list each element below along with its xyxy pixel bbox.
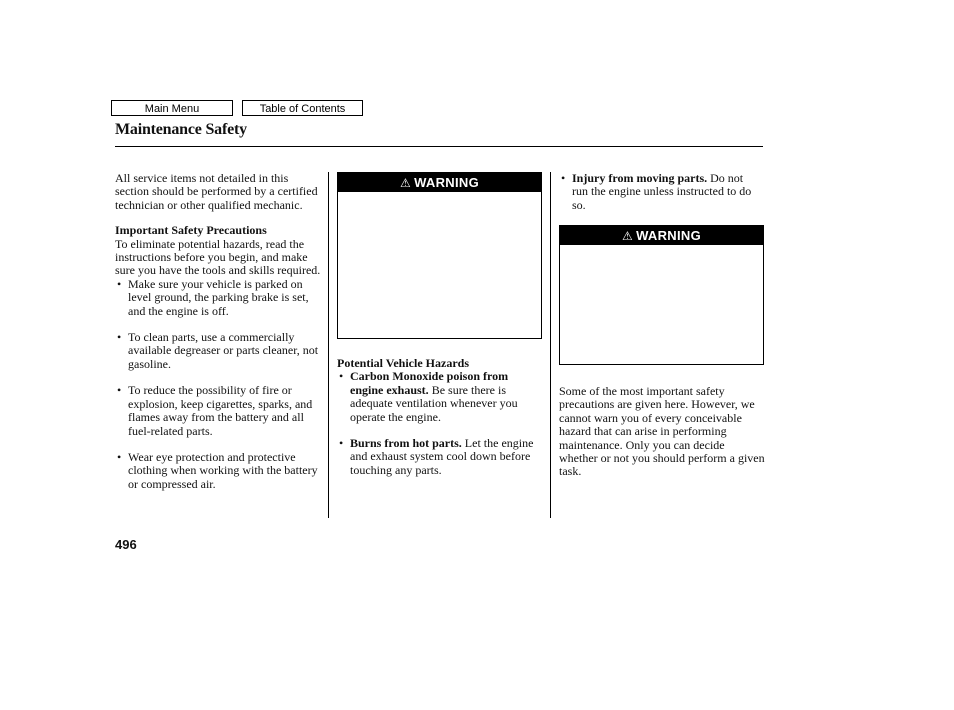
warning-triangle-icon: ⚠ — [622, 229, 634, 243]
bullet-dot: • — [117, 449, 122, 464]
bullet-dot: • — [117, 330, 122, 345]
page-title: Maintenance Safety — [115, 121, 247, 138]
safety-precautions-paragraph: To eliminate potential hazards, read the instructions before you begin, and make sure you have the tools and skills required. — [115, 236, 321, 278]
list-item: • To reduce the possibility of fire or explosion, keep cigarettes, sparks, and flames away from the battery and all fuel-related parts. — [117, 383, 313, 438]
bullet-dot: • — [339, 369, 344, 384]
safety-precautions-heading: Important Safety Precautions — [115, 223, 267, 238]
list-item: • Injury from moving parts. Do not run the engine unless instructed to do so. — [561, 171, 752, 212]
column-3-top — [559, 172, 759, 212]
bullet-dot: • — [339, 436, 344, 451]
warning-box-1 — [337, 172, 542, 339]
warning-header: ⚠ WARNING — [338, 173, 541, 192]
list-item: • Make sure your vehicle is parked on level ground, the parking brake is set, and the engine is off. — [117, 276, 309, 318]
warning-box-2 — [559, 225, 764, 365]
column-3-bottom — [559, 385, 765, 479]
table-of-contents-button[interactable]: Table of Contents — [242, 100, 363, 116]
column-divider-2 — [550, 172, 551, 518]
column-1 — [115, 172, 323, 491]
list-item: • To clean parts, use a commercially available degreaser or parts cleaner, not gasoline. — [117, 330, 319, 371]
column-divider-1 — [328, 172, 329, 518]
warning-triangle-icon: ⚠ — [400, 176, 412, 190]
safety-note-paragraph: Some of the most important safety precautions are given here. However, we cannot warn you of every conceivable hazard that can arise in performing maintenance. Only you can decide whether or not you should perform a given task. — [559, 384, 765, 479]
main-menu-button[interactable]: Main Menu — [111, 100, 233, 116]
list-item: • Burns from hot parts. Let the engine and exhaust system cool down before touching any parts. — [339, 436, 534, 477]
title-divider — [115, 146, 763, 147]
vehicle-hazards-heading: Potential Vehicle Hazards — [337, 356, 469, 370]
warning-header: ⚠ WARNING — [560, 226, 763, 245]
intro-paragraph: All service items not detailed in this section should be performed by a certified technician or other qualified mechanic. — [115, 171, 318, 212]
bullet-dot: • — [561, 171, 566, 185]
bullet-dot: • — [117, 383, 122, 398]
list-item: • Carbon Monoxide poison from engine exhaust. Be sure there is adequate ventilation whenever you operate the engine. — [339, 369, 518, 424]
column-2 — [337, 357, 543, 477]
bullet-dot: • — [117, 276, 122, 291]
page-number: 496 — [115, 537, 137, 552]
list-item: • Wear eye protection and protective clothing when working with the battery or compressed air. — [117, 449, 318, 491]
